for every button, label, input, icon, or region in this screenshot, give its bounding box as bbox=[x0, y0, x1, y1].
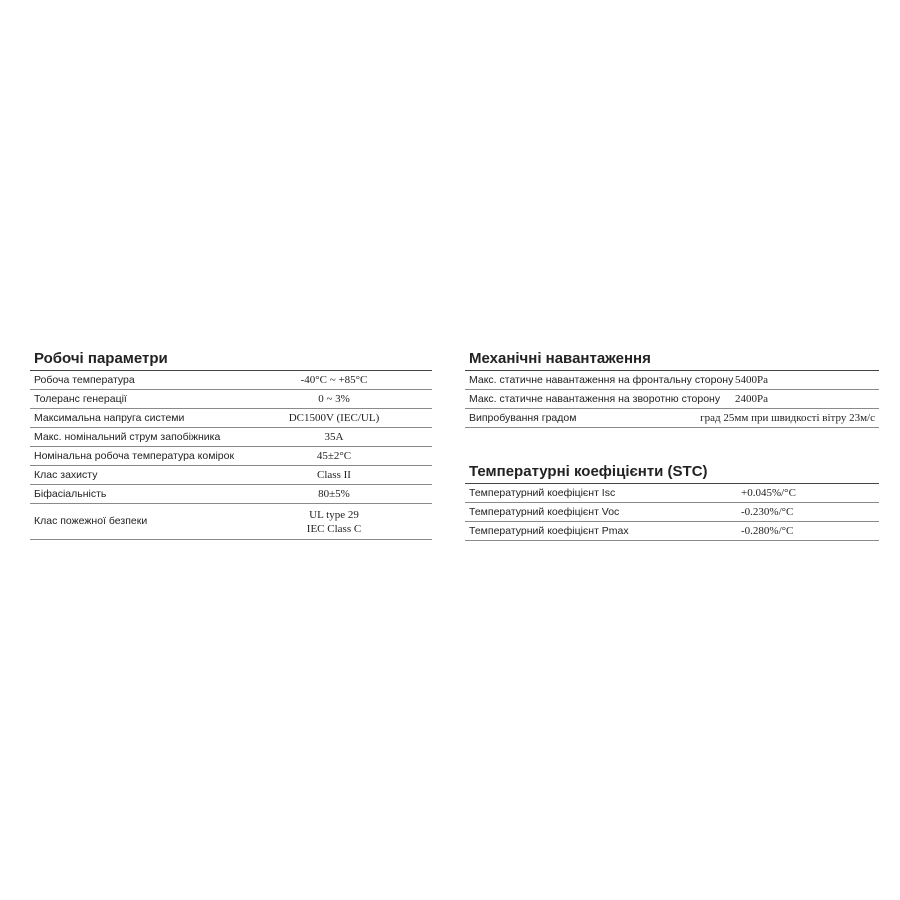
row-value: -40°C ~ +85°C bbox=[300, 373, 368, 386]
row-label: Клас пожежної безпеки bbox=[34, 515, 148, 527]
table-row bbox=[30, 409, 432, 428]
table-row bbox=[30, 447, 432, 466]
row-value: 45±2°C bbox=[316, 449, 352, 462]
operating-parameters-title: Робочі параметри bbox=[30, 348, 432, 371]
row-value: -0.230%/°C bbox=[741, 505, 794, 518]
row-label: Робоча температура bbox=[34, 373, 135, 386]
table-row bbox=[465, 484, 879, 503]
row-label: Клас захисту bbox=[34, 468, 98, 481]
row-label: Толеранс генерації bbox=[34, 392, 127, 405]
operating-parameters-table bbox=[30, 348, 432, 540]
mechanical-loads-title: Механічні навантаження bbox=[465, 348, 879, 371]
row-value: град 25мм при швидкості вітру 23м/с bbox=[700, 411, 875, 424]
mechanical-loads-table bbox=[465, 348, 879, 428]
table-row bbox=[465, 522, 879, 541]
row-value: 35A bbox=[324, 430, 344, 443]
temperature-coefficients-title: Температурні коефіцієнти (STC) bbox=[465, 461, 879, 484]
row-value-line: IEC Class C bbox=[306, 522, 362, 535]
table-row bbox=[465, 409, 879, 428]
table-row bbox=[30, 428, 432, 447]
row-value: Class II bbox=[317, 468, 351, 481]
row-value: 2400Pa bbox=[735, 392, 768, 405]
table-row bbox=[30, 504, 432, 540]
temperature-coefficients-table bbox=[465, 461, 879, 541]
row-value: 0 ~ 3% bbox=[318, 392, 350, 405]
row-value: 80±5% bbox=[318, 487, 350, 500]
row-label: Біфасіальність bbox=[34, 487, 107, 500]
row-label: Номінальна робоча температура комірок bbox=[34, 449, 235, 462]
table-row bbox=[30, 390, 432, 409]
table-row bbox=[465, 371, 879, 390]
row-label: Макс. статичне навантаження на фронтальну сторону bbox=[469, 373, 734, 386]
row-label: Макс. статичне навантаження на зворотню сторону bbox=[469, 392, 721, 405]
table-row bbox=[465, 390, 879, 409]
row-value-line: UL type 29 bbox=[309, 508, 359, 521]
row-value: +0.045%/°C bbox=[741, 486, 796, 499]
table-row bbox=[30, 371, 432, 390]
row-label: Макс. номінальний струм запобіжника bbox=[34, 430, 221, 443]
row-value: -0.280%/°C bbox=[741, 524, 794, 537]
row-value: DC1500V (IEC/UL) bbox=[288, 411, 380, 424]
row-label: Температурний коефіцієнт Pmax bbox=[469, 524, 629, 537]
table-row bbox=[30, 485, 432, 504]
row-label: Температурний коефіцієнт Voc bbox=[469, 505, 620, 518]
row-label: Максимальна напруга системи bbox=[34, 411, 185, 424]
row-label: Температурний коефіцієнт Isc bbox=[469, 486, 616, 499]
row-value: 5400Pa bbox=[735, 373, 768, 386]
table-row bbox=[30, 466, 432, 485]
row-label: Випробування градом bbox=[469, 411, 577, 424]
row-value bbox=[264, 508, 404, 536]
table-row bbox=[465, 503, 879, 522]
